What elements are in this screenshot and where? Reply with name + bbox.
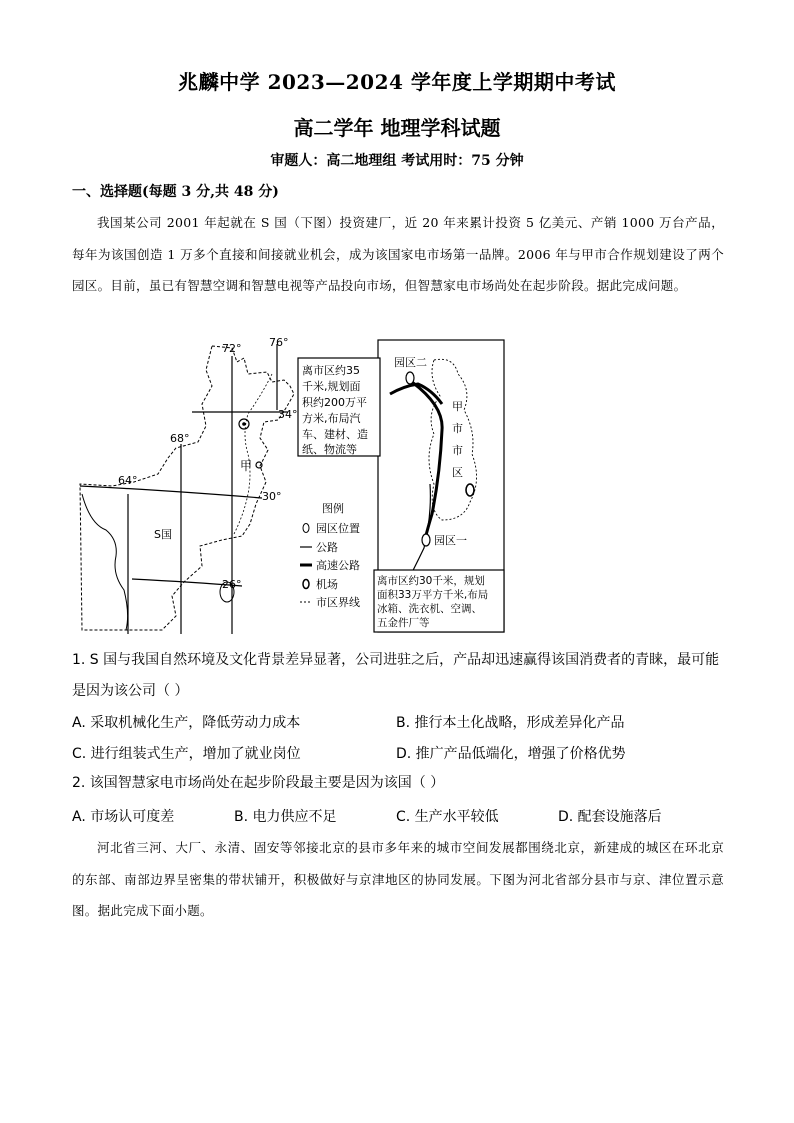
section-heading: 一、选择题(每题 3 分,共 48 分) xyxy=(72,184,279,200)
lon-label-76: 76° xyxy=(269,336,289,349)
exam-subtitle: 高二学年 地理学科试题 xyxy=(293,116,501,140)
svg-text:离市区约35: 离市区约35 xyxy=(302,364,360,377)
exam-title: 兆麟中学 2023—2024 学年度上学期期中考试 xyxy=(178,70,616,94)
legend-title: 图例 xyxy=(322,502,344,515)
park-2-label: 园区二 xyxy=(394,356,427,369)
passage-1: 我国某公司 2001 年起就在 S 国（下图）投资建厂，近 20 年来累计投资 5 亿美元、产销 1000 万台产品，每年为该国创造 1 万多个直接和间接就业机会，成为该国家电市场第一品牌。2006 年与甲市合作规划建设了两个园区。目前，虽已有智慧空调和智慧电视等产品投向市场，但智慧家电市场尚处在起步阶段。据此完成问题。 xyxy=(72,215,724,293)
svg-text:五金件厂等: 五金件厂等 xyxy=(377,617,430,629)
lon-label-72: 72° xyxy=(222,342,242,355)
svg-text:离市区约30千米，规划: 离市区约30千米，规划 xyxy=(377,575,485,587)
svg-text:积约200万平: 积约200万平 xyxy=(302,396,367,409)
question-2-stem: 2. 该国智慧家电市场尚处在起步阶段最主要是因为该国（ ） xyxy=(72,775,445,791)
coastline xyxy=(82,494,128,630)
question-2-option-b[interactable]: B. 电力供应不足 xyxy=(234,809,337,825)
legend-park: 园区位置 xyxy=(316,522,360,535)
question-1-option-c[interactable]: C. 进行组装式生产，增加了就业岗位 xyxy=(72,746,301,762)
graticule xyxy=(80,344,288,634)
svg-text:面积33万平方千米,布局: 面积33万平方千米,布局 xyxy=(377,589,489,601)
river xyxy=(234,374,272,534)
city-area-label-1: 甲 xyxy=(452,400,463,413)
s-country-map-figure xyxy=(72,334,512,636)
city-area-label-4: 区 xyxy=(452,466,463,479)
highway xyxy=(412,382,442,544)
lat-label-26: 26° xyxy=(222,578,242,591)
city-jia-label: 甲 xyxy=(240,459,253,473)
park-1-note xyxy=(374,570,504,632)
country-label: S国 xyxy=(154,528,172,541)
city-area-label-3: 市 xyxy=(452,444,463,457)
legend-road: 公路 xyxy=(316,541,338,554)
exam-info: 审题人：高二地理组 考试用时：75 分钟 xyxy=(270,153,524,169)
park-1-symbol xyxy=(422,534,430,546)
passage-2: 河北省三河、大厂、永清、固安等邻接北京的县市多年来的城市空间发展都围绕北京，新建成的城区在环北京的东部、南部边界呈密集的带状铺开，积极做好与京津地区的协同发展。下图为河北省部分县市与京、津位置示意图。据此完成下面小题。 xyxy=(72,840,724,918)
lat-label-30: 30° xyxy=(262,490,282,503)
city-jia-symbol xyxy=(256,462,262,468)
svg-text:方米,布局汽: 方米,布局汽 xyxy=(302,412,361,425)
question-1-option-b[interactable]: B. 推行本土化战略，形成差异化产品 xyxy=(396,715,625,731)
question-2-option-a[interactable]: A. 市场认可度差 xyxy=(72,809,175,825)
legend-airport: 机场 xyxy=(316,578,338,591)
capital-symbol xyxy=(239,419,249,429)
question-2-option-d[interactable]: D. 配套设施落后 xyxy=(558,809,662,825)
lat-label-34: 34° xyxy=(278,408,298,421)
svg-text:冰箱、洗衣机、空调、: 冰箱、洗衣机、空调、 xyxy=(377,603,482,615)
svg-text:千米,规划面: 千米,规划面 xyxy=(302,380,361,393)
question-1-option-a[interactable]: A. 采取机械化生产，降低劳动力成本 xyxy=(72,715,301,731)
park-1-label: 园区一 xyxy=(434,534,467,547)
airport-symbol xyxy=(466,484,474,496)
lon-label-68: 68° xyxy=(170,432,190,445)
legend-boundary: 市区界线 xyxy=(316,596,360,609)
park-2-note xyxy=(298,358,380,456)
city-area-label-2: 市 xyxy=(452,422,463,435)
legend-highway: 高速公路 xyxy=(316,559,360,572)
question-1-stem: 1. S 国与我国自然环境及文化背景差异显著，公司进驻之后，产品却迅速赢得该国消费者的青睐，最可能是因为该公司（ ） xyxy=(72,652,720,699)
map-legend xyxy=(300,501,360,609)
park-legend-icon xyxy=(303,524,309,533)
airport-legend-icon xyxy=(303,580,309,589)
park-2-symbol xyxy=(406,372,414,384)
question-2-option-c[interactable]: C. 生产水平较低 xyxy=(396,809,499,825)
question-1-option-d[interactable]: D. 推广产品低端化，增强了价格优势 xyxy=(396,746,626,762)
lat-line-30 xyxy=(80,486,262,498)
svg-text:车、建材、造: 车、建材、造 xyxy=(302,428,368,441)
svg-text:纸、物流等: 纸、物流等 xyxy=(302,443,357,456)
lon-label-64: 64° xyxy=(118,474,138,487)
